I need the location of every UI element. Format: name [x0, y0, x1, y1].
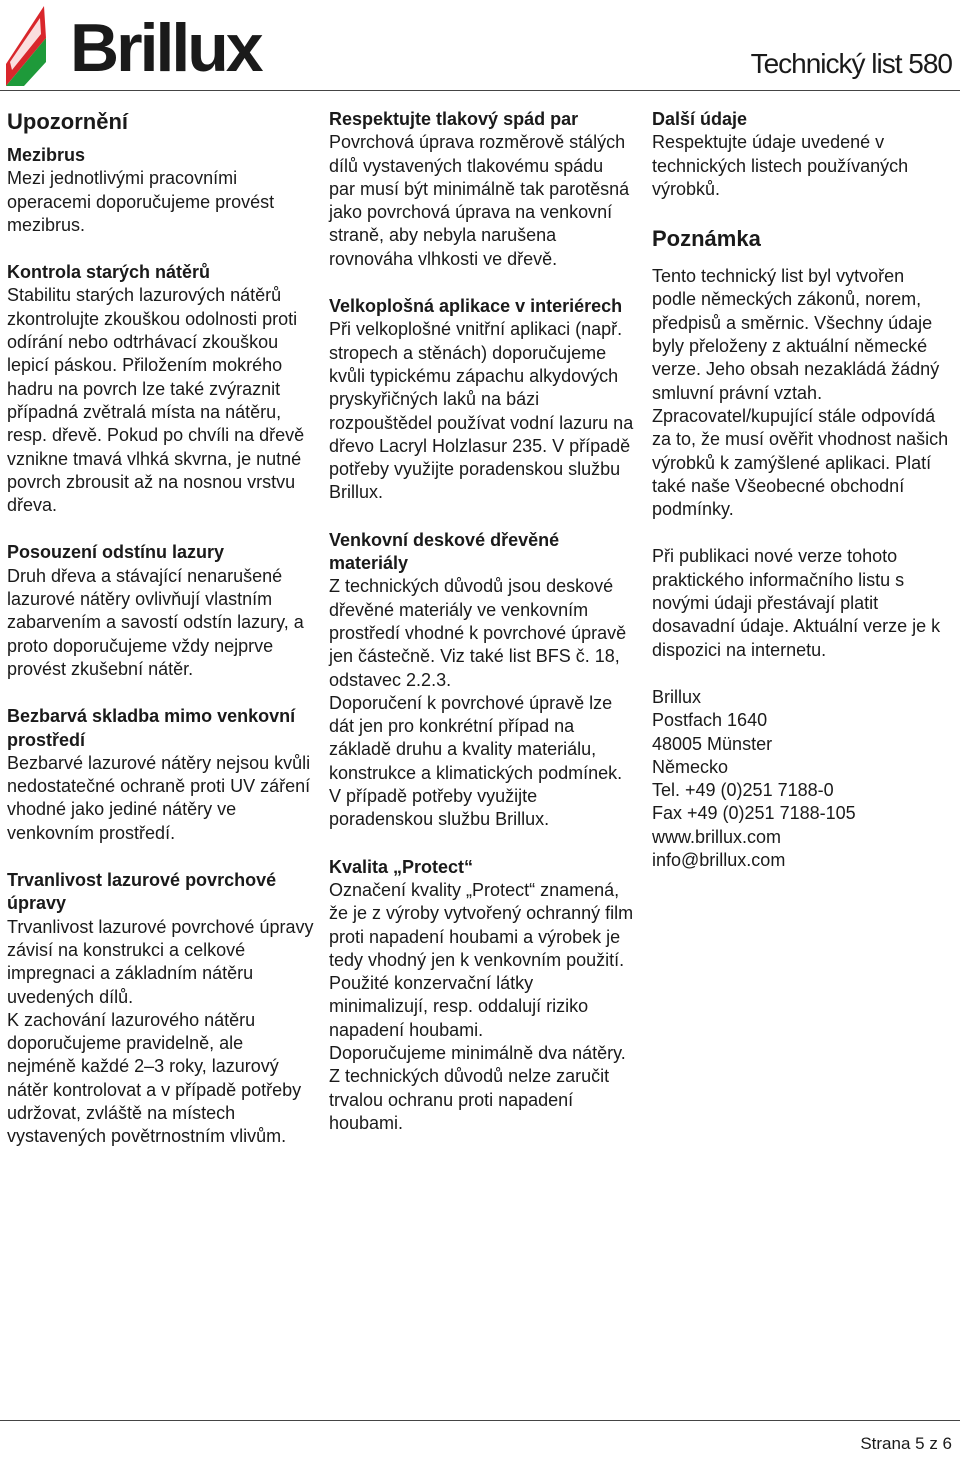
- section-durability: [7, 869, 317, 1149]
- section-text: Bezbarvé lazurové nátěry nejsou kvůli nedostatečné ochraně proti UV záření vhodné jako jediné nátěry ve venkovním prostředí.: [7, 752, 311, 843]
- section-text: Z technických důvodů nelze zaručit trvalou ochranu proti napadení houbami.: [329, 1066, 610, 1133]
- note-text: Tento technický list byl vytvořen podle německých zákonů, norem, předpisů a směrnic. Všechny údaje byly přeloženy z aktuální německé verze. Jeho obsah nezakládá žádný smluvní právní vztah.: [652, 266, 940, 403]
- column-left: [7, 108, 317, 1173]
- page-number: Strana 5 z 6: [860, 1434, 952, 1453]
- brand-wordmark: Brillux: [70, 10, 261, 86]
- section-title: Venkovní deskové dřevěné materiály: [329, 529, 560, 574]
- section-text: Mezi jednotlivými pracovními operacemi doporučujeme provést mezibrus.: [7, 168, 275, 235]
- header-divider: [0, 90, 960, 91]
- section-title: Kontrola starých nátěrů: [7, 262, 211, 283]
- section-text: Trvanlivost lazurové povrchové úpravy závisí na konstrukci a celkové impregnaci a základním nátěru uvedených dílů.: [7, 916, 314, 1007]
- section-interior-application: [329, 295, 634, 505]
- section-protect-quality: [329, 856, 634, 1136]
- section-title: Velkoplošná aplikace v interiérech: [329, 296, 623, 317]
- section-title: Kvalita „Protect“: [329, 856, 474, 877]
- section-text: Druh dřeva a stávající nenarušené lazurové nátěry ovlivňují vlastním zabarvením a savostí odstín lazury, a proto doporučujeme vždy nejprve provést zkušební nátěr.: [7, 565, 304, 679]
- address-city: 48005 Münster: [652, 733, 773, 754]
- address-phone: Tel. +49 (0)251 7188-0: [652, 780, 834, 801]
- column-middle: [329, 108, 634, 1159]
- column-right: [652, 108, 952, 896]
- heading-warnings: Upozornění: [7, 109, 128, 134]
- section-text: Z technických důvodů jsou deskové dřevěné materiály ve venkovním prostředí vhodné k povrchové úpravě jen částečně. Viz také list BFS č. 18, odstavec 2.2.3.: [329, 576, 627, 690]
- address-fax: Fax +49 (0)251 7188-105: [652, 803, 856, 824]
- brillux-logo: [6, 6, 278, 86]
- section-text: Označení kvality „Protect“ znamená, že je z výroby vytvořený ochranný film proti napadení houbami a výrobek je tedy vhodný jen k venkovním použití. Použité konzervační látky minimalizují, resp. oddalují riziko napadení houbami.: [329, 879, 634, 1040]
- section-note-2: [652, 545, 952, 661]
- section-shade-assessment: [7, 541, 317, 681]
- note-text: Při publikaci nové verze tohoto praktického informačního listu s novými údaji přestávají platit dosavadní údaje. Aktuální verze je k dispozici na internetu.: [652, 546, 941, 660]
- section-intercoat-sanding: [7, 144, 317, 237]
- section-exterior-panels: [329, 529, 634, 832]
- document-title: Technický list 580: [750, 48, 952, 79]
- section-text: Doporučujeme minimálně dva nátěry.: [329, 1042, 626, 1063]
- section-text: Povrchová úprava rozměrově stálých dílů vystavených tlakovému spádu par musí být minimálně tak parotěsná jako povrchová úprava na venkovní straně, aby nebyla narušena rovnováha vlhkosti ve dřevě.: [329, 132, 630, 269]
- section-title: Posouzení odstínu lazury: [7, 542, 225, 563]
- section-text: Respektujte údaje uvedené v technických listech používaných výrobků.: [652, 132, 909, 199]
- section-title: Respektujte tlakový spád par: [329, 109, 579, 129]
- address-website: www.brillux.com: [652, 826, 782, 847]
- footer-divider: [0, 1420, 960, 1421]
- section-further-info: [652, 108, 952, 201]
- address-country: Německo: [652, 756, 729, 777]
- section-old-coatings-check: [7, 261, 317, 517]
- section-text: Doporučení k povrchové úpravě lze dát jen pro konkrétní případ na základě druhu a kvality materiálu, konstrukce a klimatických podmínek.: [329, 692, 623, 783]
- section-title: Trvanlivost lazurové povrchové úpravy: [7, 870, 277, 914]
- company-address: [652, 686, 952, 872]
- brillux-logo-mark-icon: [6, 6, 66, 86]
- section-title: Mezibrus: [7, 145, 86, 165]
- note-text: Zpracovatel/kupující stále odpovídá za to, že musí ověřit vhodnost našich výrobků k zamýšlené aplikaci. Platí také naše Všeobecné obchodní podmínky.: [652, 405, 949, 520]
- address-company: Brillux: [652, 686, 702, 707]
- section-text: V případě potřeby využijte poradenskou službu Brillux.: [329, 786, 550, 830]
- section-note-1: [652, 265, 952, 521]
- section-title: Bezbarvá skladba mimo venkovní prostředí: [7, 706, 296, 750]
- section-text: Při velkoplošné vnitřní aplikaci (např. stropech a stěnách) doporučujeme kvůli typickému zápachu alkydových pryskyřičných laků na bázi rozpouštědel používat vodní lazuru na dřevo Lacryl Holzlasur 235. V případě potřeby využijte poradenskou službu Brillux.: [329, 319, 634, 503]
- address-email: info@brillux.com: [652, 850, 786, 871]
- section-vapour-pressure: [329, 108, 634, 271]
- address-pobox: Postfach 1640: [652, 710, 768, 731]
- section-colourless-system: [7, 705, 317, 845]
- section-title: Další údaje: [652, 109, 748, 129]
- section-text: K zachování lazurového nátěru doporučujeme pravidelně, ale nejméně každé 2–3 roky, lazurový nátěr kontrolovat a v případě potřeby udržovat, zvláště na místech vystavených povětrnostním vlivům.: [7, 1009, 302, 1147]
- heading-note: Poznámka: [652, 226, 761, 252]
- section-text: Stabilitu starých lazurových nátěrů zkontrolujte zkouškou odolnosti proti odírání nebo odtrhávací zkouškou lepicí páskou. Přiložením mokrého hadru na povrch lze také zvýraznit případná zvětralá místa na nátěru, resp. dřevě. Pokud po chvíli na dřevě vznikne tmavá vlhká skvrna, je nutné povrch zbrousit až na nosnou vrstvu dřeva.: [7, 285, 305, 516]
